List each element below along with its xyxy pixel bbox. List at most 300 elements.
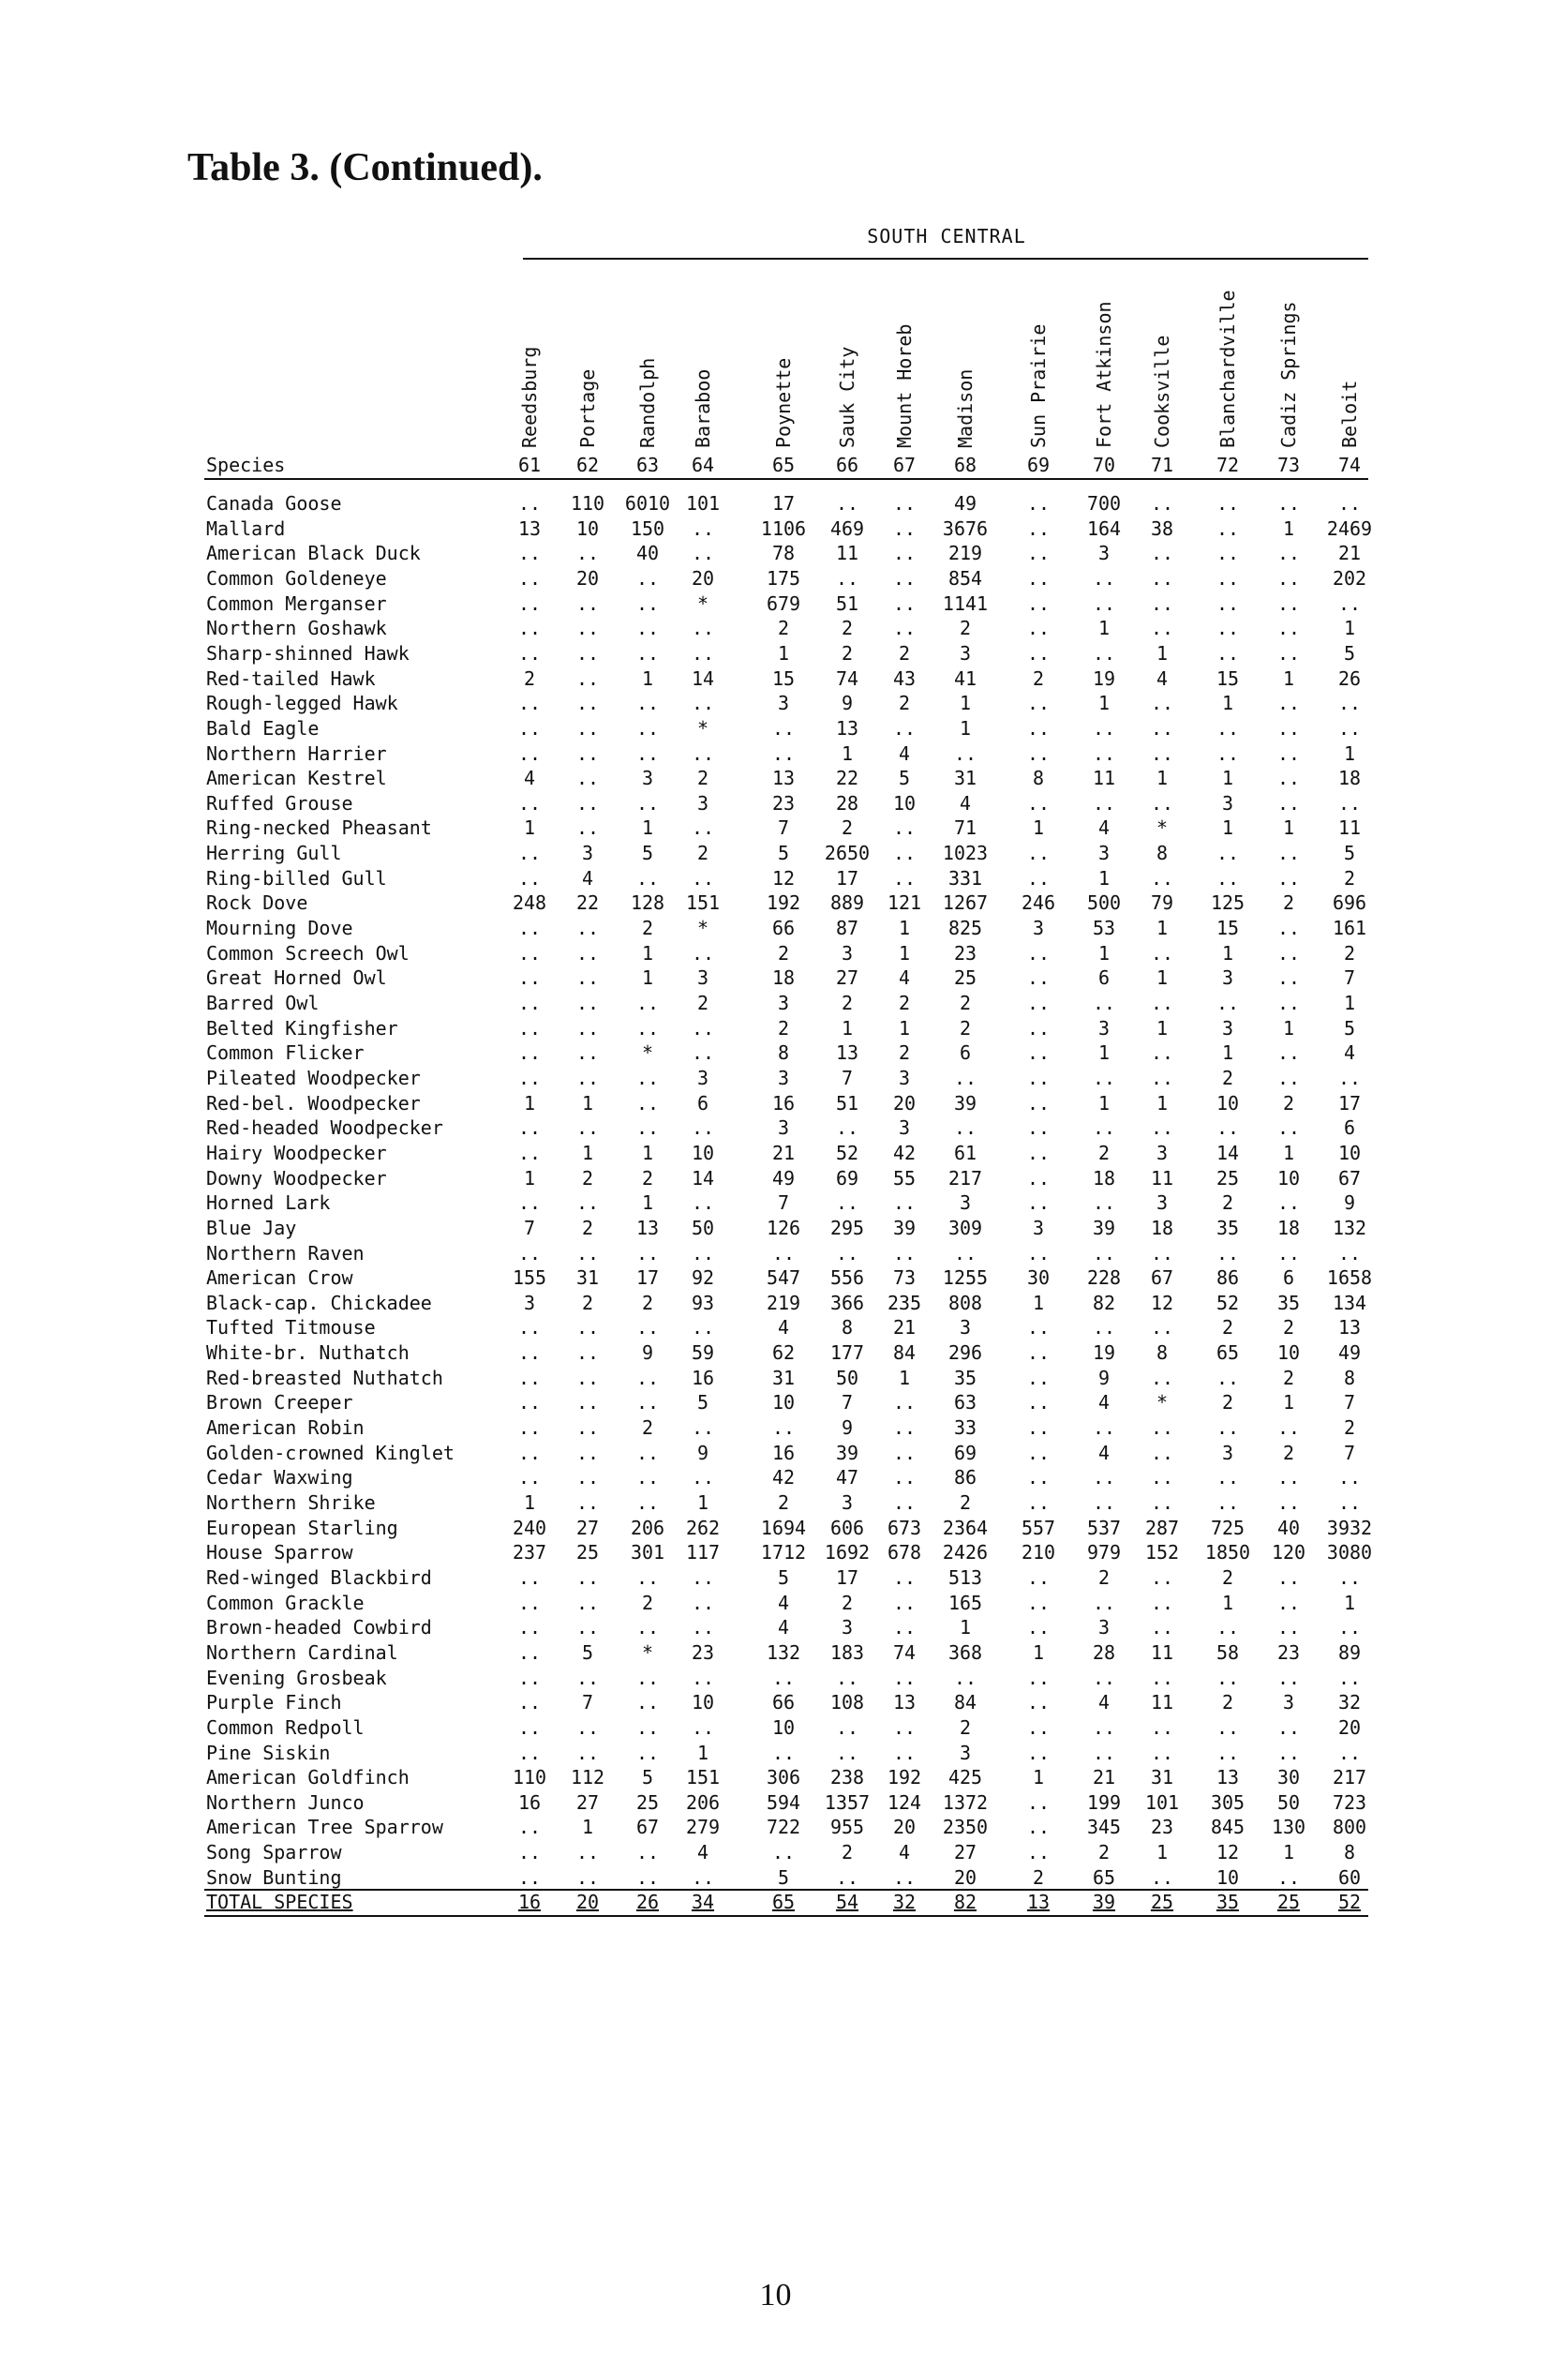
count-cell: 673 xyxy=(887,1516,922,1539)
count-cell: .. xyxy=(1026,1666,1051,1689)
count-cell: 11 xyxy=(1150,1640,1174,1664)
count-cell: .. xyxy=(691,542,715,565)
count-cell: 192 xyxy=(887,1766,922,1789)
count-cell: .. xyxy=(1337,716,1362,740)
count-cell: 161 xyxy=(1332,917,1367,940)
column-header-poynette: Poynette xyxy=(772,357,795,448)
count-cell: 2 xyxy=(898,641,911,665)
species-name: White-br. Nuthatch xyxy=(206,1341,410,1365)
count-cell: 3 xyxy=(696,791,709,815)
count-cell: 84 xyxy=(953,1691,977,1714)
species-name: Brown Creeper xyxy=(206,1391,353,1415)
count-cell: .. xyxy=(1150,1441,1174,1464)
count-cell: 67 xyxy=(1150,1266,1174,1290)
count-cell: 296 xyxy=(947,1341,983,1365)
count-cell: .. xyxy=(892,1565,917,1589)
count-cell: .. xyxy=(1215,1666,1240,1689)
count-cell: 3 xyxy=(1221,1016,1234,1040)
species-name: Brown-headed Cowbird xyxy=(206,1616,432,1639)
species-name: Song Sparrow xyxy=(206,1841,342,1864)
species-name: American Tree Sparrow xyxy=(206,1816,443,1839)
count-cell: .. xyxy=(892,1591,917,1614)
column-number: 68 xyxy=(953,454,977,476)
total-cell: 16 xyxy=(517,1891,542,1914)
count-cell: 110 xyxy=(512,1766,547,1789)
count-cell: .. xyxy=(1150,1741,1174,1764)
count-cell: 20 xyxy=(1337,1715,1362,1739)
count-cell: 3 xyxy=(898,1066,911,1089)
count-cell: .. xyxy=(635,1865,660,1889)
count-cell: .. xyxy=(517,1191,542,1215)
count-cell: .. xyxy=(517,1715,542,1739)
count-cell: 3080 xyxy=(1326,1541,1373,1564)
count-cell: 5 xyxy=(641,842,654,865)
count-cell: 4 xyxy=(1097,816,1111,840)
count-cell: 2 xyxy=(959,992,972,1014)
count-cell: .. xyxy=(1337,591,1362,615)
count-cell: .. xyxy=(1026,1841,1051,1864)
count-cell: .. xyxy=(1026,1565,1051,1589)
count-cell: .. xyxy=(517,1591,542,1614)
count-cell: 1 xyxy=(1097,941,1111,965)
count-cell: 10 xyxy=(691,1141,715,1164)
count-cell: 3 xyxy=(1282,1691,1295,1714)
column-header-reedsburg: Reedsburg xyxy=(518,346,541,448)
count-cell: 10 xyxy=(771,1715,796,1739)
count-cell: 49 xyxy=(771,1166,796,1190)
count-cell: .. xyxy=(1092,1066,1116,1089)
species-name: American Goldfinch xyxy=(206,1766,410,1789)
count-cell: .. xyxy=(1150,992,1174,1014)
count-cell: .. xyxy=(1026,941,1051,965)
count-cell: 238 xyxy=(829,1766,865,1789)
count-cell: .. xyxy=(635,741,660,765)
count-cell: 3 xyxy=(959,1316,972,1340)
count-cell: 11 xyxy=(1092,767,1116,790)
count-cell: .. xyxy=(1026,1141,1051,1164)
count-cell: .. xyxy=(771,1841,796,1864)
count-cell: .. xyxy=(1026,1691,1051,1714)
count-cell: 10 xyxy=(1276,1341,1301,1365)
count-cell: .. xyxy=(1337,1491,1362,1514)
count-cell: 1 xyxy=(1156,917,1169,940)
count-cell: .. xyxy=(575,1391,600,1415)
count-cell: .. xyxy=(691,1241,715,1265)
count-cell: 1 xyxy=(1343,741,1356,765)
count-cell: .. xyxy=(1026,492,1051,515)
count-cell: .. xyxy=(1276,641,1301,665)
count-cell: 3676 xyxy=(942,516,989,540)
count-cell: 1023 xyxy=(942,842,989,865)
count-cell: 1 xyxy=(959,1616,972,1639)
count-cell: 3 xyxy=(1032,917,1045,940)
count-cell: .. xyxy=(892,816,917,840)
count-cell: .. xyxy=(575,617,600,640)
count-cell: 2 xyxy=(696,842,709,865)
count-cell: 1 xyxy=(523,1166,536,1190)
count-cell: .. xyxy=(635,617,660,640)
count-cell: 723 xyxy=(1332,1790,1367,1814)
count-cell: .. xyxy=(1150,617,1174,640)
column-number: 61 xyxy=(517,454,542,476)
count-cell: 43 xyxy=(892,666,917,690)
count-cell: 3 xyxy=(777,692,790,715)
species-name: Northern Goshawk xyxy=(206,617,387,640)
count-cell: 8 xyxy=(777,1041,790,1065)
count-cell: 9 xyxy=(841,1416,854,1440)
count-cell: 27 xyxy=(835,966,859,990)
count-cell: .. xyxy=(835,1241,859,1265)
count-cell: 1 xyxy=(1282,1141,1295,1164)
count-cell: .. xyxy=(691,692,715,715)
count-cell: 14 xyxy=(691,666,715,690)
column-header-sauk-city: Sauk City xyxy=(836,346,858,448)
count-cell: 164 xyxy=(1086,516,1122,540)
count-cell: .. xyxy=(1026,1591,1051,1614)
count-cell: 2 xyxy=(959,1715,972,1739)
count-cell: 151 xyxy=(685,1766,721,1789)
species-name: Black-cap. Chickadee xyxy=(206,1291,432,1314)
count-cell: 5 xyxy=(1343,641,1356,665)
count-cell: 7 xyxy=(841,1391,854,1415)
count-cell: 16 xyxy=(771,1091,796,1115)
count-cell: .. xyxy=(1026,1816,1051,1839)
count-cell: 32 xyxy=(1337,1691,1362,1714)
count-cell: 2 xyxy=(1221,1191,1234,1215)
count-cell: 51 xyxy=(835,1091,859,1115)
count-cell: 58 xyxy=(1215,1640,1240,1664)
count-cell: 121 xyxy=(887,891,922,915)
count-cell: .. xyxy=(1026,566,1051,590)
count-cell: .. xyxy=(1215,842,1240,865)
count-cell: 2 xyxy=(641,1291,654,1314)
count-cell: 18 xyxy=(771,966,796,990)
count-cell: 979 xyxy=(1086,1541,1122,1564)
count-cell: 151 xyxy=(685,891,721,915)
species-header: Species xyxy=(206,454,286,476)
count-cell: 2 xyxy=(696,992,709,1014)
count-cell: 3 xyxy=(841,1491,854,1514)
count-cell: .. xyxy=(953,1241,977,1265)
column-number: 65 xyxy=(771,454,796,476)
count-cell: .. xyxy=(575,641,600,665)
count-cell: .. xyxy=(1337,1565,1362,1589)
count-cell: .. xyxy=(691,1666,715,1689)
count-cell: .. xyxy=(1337,692,1362,715)
species-name: Golden-crowned Kinglet xyxy=(206,1441,455,1464)
count-cell: 1658 xyxy=(1326,1266,1373,1290)
total-cell: 52 xyxy=(1337,1891,1362,1914)
count-cell: .. xyxy=(1150,1116,1174,1140)
count-cell: 130 xyxy=(1271,1816,1306,1839)
count-cell: 500 xyxy=(1086,891,1122,915)
count-cell: 17 xyxy=(835,866,859,890)
count-cell: 2 xyxy=(641,917,654,940)
count-cell: .. xyxy=(1150,866,1174,890)
count-cell: .. xyxy=(1026,716,1051,740)
count-cell: 3 xyxy=(1156,1141,1169,1164)
count-cell: .. xyxy=(517,1741,542,1764)
column-header-sun-prairie: Sun Prairie xyxy=(1027,323,1050,448)
count-cell: 6 xyxy=(696,1091,709,1115)
count-cell: 3 xyxy=(1097,542,1111,565)
count-cell: 126 xyxy=(766,1216,801,1239)
count-cell: 4 xyxy=(777,1316,790,1340)
count-cell: 202 xyxy=(1332,566,1367,590)
count-cell: 15 xyxy=(771,666,796,690)
count-cell: 4 xyxy=(1343,1041,1356,1065)
column-number: 67 xyxy=(892,454,917,476)
count-cell: .. xyxy=(1026,1191,1051,1215)
count-cell: 27 xyxy=(575,1516,600,1539)
count-cell: .. xyxy=(1276,492,1301,515)
count-cell: 2364 xyxy=(942,1516,989,1539)
count-cell: 1 xyxy=(1221,1041,1234,1065)
count-cell: .. xyxy=(1026,866,1051,890)
count-cell: 537 xyxy=(1086,1516,1122,1539)
species-name: American Robin xyxy=(206,1416,365,1440)
count-cell: 2 xyxy=(1221,1565,1234,1589)
count-cell: .. xyxy=(635,1691,660,1714)
count-cell: 295 xyxy=(829,1216,865,1239)
count-cell: 1 xyxy=(641,666,654,690)
count-cell: 1 xyxy=(1097,866,1111,890)
species-name: Northern Harrier xyxy=(206,741,387,765)
count-cell: .. xyxy=(1092,1241,1116,1265)
count-cell: 2 xyxy=(1282,1316,1295,1340)
count-cell: 1 xyxy=(1282,1841,1295,1864)
count-cell: .. xyxy=(691,1565,715,1589)
species-name: Snow Bunting xyxy=(206,1865,342,1889)
species-name: Cedar Waxwing xyxy=(206,1466,353,1489)
count-cell: 11 xyxy=(1150,1691,1174,1714)
count-cell: 1267 xyxy=(942,891,989,915)
species-name: Canada Goose xyxy=(206,492,342,515)
count-cell: .. xyxy=(1337,1466,1362,1489)
count-cell: 1 xyxy=(841,741,854,765)
count-cell: .. xyxy=(635,1441,660,1464)
count-cell: 3 xyxy=(1221,966,1234,990)
count-cell: 1 xyxy=(1156,1841,1169,1864)
count-cell: 13 xyxy=(1337,1316,1362,1340)
count-cell: 219 xyxy=(947,542,983,565)
count-cell: .. xyxy=(771,1416,796,1440)
count-cell: .. xyxy=(1150,542,1174,565)
count-cell: 2469 xyxy=(1326,516,1373,540)
count-cell: 18 xyxy=(1337,767,1362,790)
count-cell: 1 xyxy=(777,641,790,665)
count-cell: .. xyxy=(635,1616,660,1639)
count-cell: .. xyxy=(892,1666,917,1689)
count-cell: 15 xyxy=(1215,917,1240,940)
count-cell: 1 xyxy=(641,816,654,840)
count-cell: .. xyxy=(1026,641,1051,665)
count-cell: .. xyxy=(892,516,917,540)
count-cell: 16 xyxy=(771,1441,796,1464)
species-name: Northern Cardinal xyxy=(206,1640,398,1664)
count-cell: .. xyxy=(517,1341,542,1365)
count-cell: 309 xyxy=(947,1216,983,1239)
count-cell: .. xyxy=(1026,1741,1051,1764)
count-cell: .. xyxy=(517,842,542,865)
species-name: Red-headed Woodpecker xyxy=(206,1116,443,1140)
count-cell: 51 xyxy=(835,591,859,615)
count-cell: .. xyxy=(1026,992,1051,1014)
count-cell: 3 xyxy=(696,966,709,990)
count-cell: 1 xyxy=(581,1816,594,1839)
count-cell: * xyxy=(696,591,709,615)
count-cell: 40 xyxy=(635,542,660,565)
count-cell: .. xyxy=(953,1066,977,1089)
count-cell: 16 xyxy=(517,1790,542,1814)
column-header-beloit: Beloit xyxy=(1338,380,1361,448)
count-cell: .. xyxy=(892,492,917,515)
species-name: Great Horned Owl xyxy=(206,966,387,990)
count-cell: .. xyxy=(1276,1616,1301,1639)
count-cell: 1 xyxy=(898,1366,911,1389)
count-cell: 696 xyxy=(1332,891,1367,915)
count-cell: .. xyxy=(892,842,917,865)
count-cell: .. xyxy=(1092,1316,1116,1340)
count-cell: 86 xyxy=(953,1466,977,1489)
column-number: 73 xyxy=(1276,454,1301,476)
count-cell: .. xyxy=(691,1715,715,1739)
species-name: Belted Kingfisher xyxy=(206,1016,398,1040)
count-cell: 3 xyxy=(959,1741,972,1764)
count-cell: .. xyxy=(575,1616,600,1639)
count-cell: .. xyxy=(1026,1441,1051,1464)
count-cell: .. xyxy=(517,692,542,715)
count-cell: 9 xyxy=(841,692,854,715)
count-cell: .. xyxy=(691,1016,715,1040)
count-cell: 108 xyxy=(829,1691,865,1714)
count-cell: .. xyxy=(771,1741,796,1764)
count-cell: 74 xyxy=(835,666,859,690)
count-cell: .. xyxy=(1276,992,1301,1014)
count-cell: 1692 xyxy=(824,1541,871,1564)
count-cell: 49 xyxy=(953,492,977,515)
count-cell: 1 xyxy=(1156,1016,1169,1040)
count-cell: 1 xyxy=(1282,666,1295,690)
count-cell: 55 xyxy=(892,1166,917,1190)
count-cell: 2 xyxy=(1032,666,1045,690)
count-cell: .. xyxy=(1215,1715,1240,1739)
count-cell: .. xyxy=(953,741,977,765)
count-cell: 606 xyxy=(829,1516,865,1539)
count-cell: 6 xyxy=(1282,1266,1295,1290)
count-cell: 2 xyxy=(841,992,854,1014)
count-cell: 23 xyxy=(953,941,977,965)
species-name: Sharp-shinned Hawk xyxy=(206,641,410,665)
count-cell: .. xyxy=(575,1241,600,1265)
count-cell: 3 xyxy=(777,1116,790,1140)
species-name: Common Merganser xyxy=(206,591,387,615)
total-bottom-rule xyxy=(204,1915,1368,1917)
count-cell: 1 xyxy=(1156,641,1169,665)
total-cell: 25 xyxy=(1276,1891,1301,1914)
count-cell: 235 xyxy=(887,1291,922,1314)
count-cell: 16 xyxy=(691,1366,715,1389)
count-cell: 2 xyxy=(1282,1091,1295,1115)
count-cell: * xyxy=(641,1640,654,1664)
count-cell: 165 xyxy=(947,1591,983,1614)
count-cell: .. xyxy=(575,1341,600,1365)
count-cell: 1 xyxy=(898,1016,911,1040)
count-cell: 2426 xyxy=(942,1541,989,1564)
count-cell: 7 xyxy=(777,816,790,840)
species-name: Herring Gull xyxy=(206,842,342,865)
count-cell: 18 xyxy=(1150,1216,1174,1239)
count-cell: .. xyxy=(1276,716,1301,740)
count-cell: .. xyxy=(1026,741,1051,765)
count-cell: .. xyxy=(1026,1466,1051,1489)
count-cell: .. xyxy=(1215,1366,1240,1389)
count-cell: 175 xyxy=(766,566,801,590)
count-cell: .. xyxy=(517,791,542,815)
count-cell: 6 xyxy=(1343,1116,1356,1140)
count-cell: 31 xyxy=(1150,1766,1174,1789)
species-name: Rock Dove xyxy=(206,891,308,915)
count-cell: .. xyxy=(892,1715,917,1739)
count-cell: .. xyxy=(635,591,660,615)
count-cell: .. xyxy=(953,1116,977,1140)
count-cell: .. xyxy=(1026,1016,1051,1040)
count-cell: .. xyxy=(1150,1491,1174,1514)
count-cell: .. xyxy=(1092,1741,1116,1764)
count-cell: .. xyxy=(517,1865,542,1889)
count-cell: 1 xyxy=(641,966,654,990)
count-cell: .. xyxy=(1276,1865,1301,1889)
count-cell: 33 xyxy=(953,1416,977,1440)
count-cell: 18 xyxy=(1276,1216,1301,1239)
count-cell: .. xyxy=(575,1841,600,1864)
count-cell: .. xyxy=(835,1865,859,1889)
count-cell: 2 xyxy=(1282,891,1295,915)
column-number: 70 xyxy=(1092,454,1116,476)
count-cell: 3 xyxy=(696,1066,709,1089)
count-cell: .. xyxy=(1026,1241,1051,1265)
count-cell: .. xyxy=(835,1741,859,1764)
count-cell: 2 xyxy=(959,1491,972,1514)
count-cell: 1 xyxy=(1097,1091,1111,1115)
count-cell: .. xyxy=(892,1416,917,1440)
count-cell: .. xyxy=(1276,791,1301,815)
count-cell: .. xyxy=(575,1116,600,1140)
count-cell: .. xyxy=(1026,1616,1051,1639)
count-cell: 2350 xyxy=(942,1816,989,1839)
column-number: 64 xyxy=(691,454,715,476)
count-cell: .. xyxy=(771,716,796,740)
count-cell: 556 xyxy=(829,1266,865,1290)
count-cell: 854 xyxy=(947,566,983,590)
count-cell: 1 xyxy=(1156,1091,1169,1115)
count-cell: 20 xyxy=(691,566,715,590)
count-cell: * xyxy=(696,917,709,940)
count-cell: .. xyxy=(691,617,715,640)
count-cell: 3 xyxy=(898,1116,911,1140)
count-cell: .. xyxy=(691,741,715,765)
count-cell: 2650 xyxy=(824,842,871,865)
count-cell: .. xyxy=(892,1191,917,1215)
count-cell: 1106 xyxy=(760,516,807,540)
count-cell: 25 xyxy=(953,966,977,990)
count-cell: 128 xyxy=(630,891,665,915)
count-cell: .. xyxy=(1150,1241,1174,1265)
column-header-portage: Portage xyxy=(576,368,599,448)
count-cell: 5 xyxy=(581,1640,594,1664)
count-cell: 10 xyxy=(1215,1865,1240,1889)
count-cell: .. xyxy=(1276,1666,1301,1689)
